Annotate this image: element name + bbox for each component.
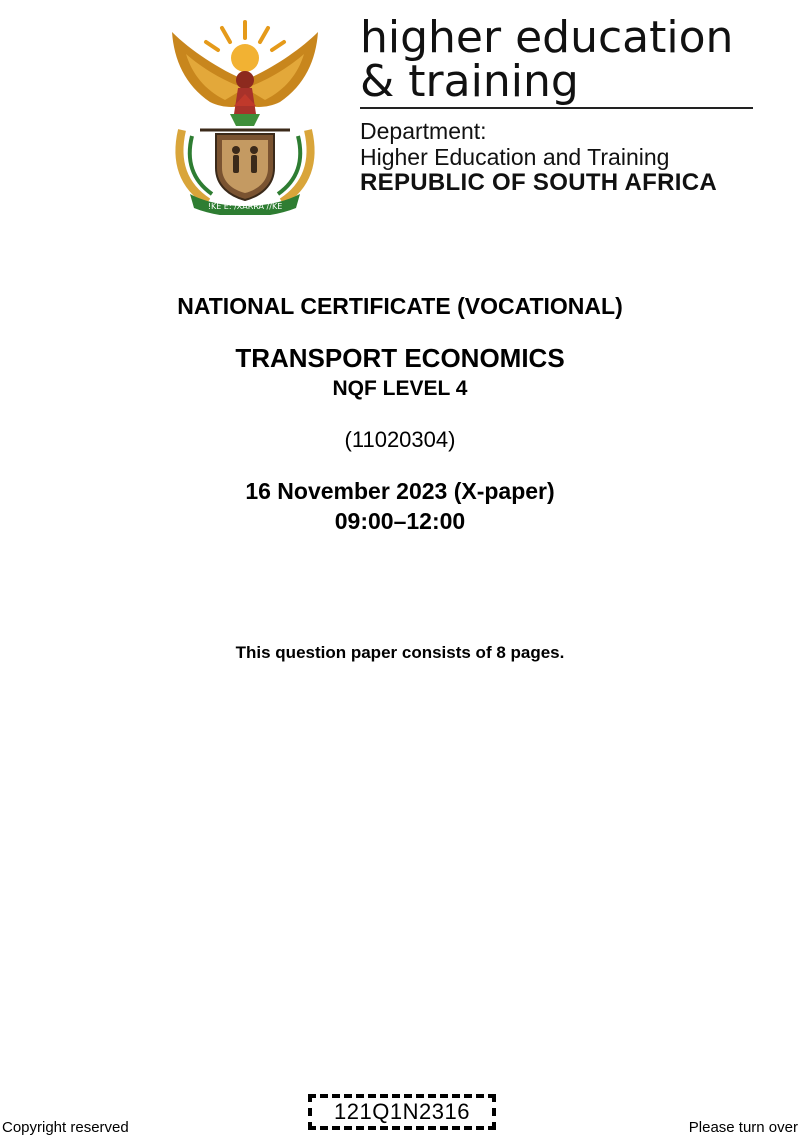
paper-id-box [308, 1094, 496, 1130]
department-label: Department: [360, 118, 487, 144]
certificate-title: NATIONAL CERTIFICATE (VOCATIONAL) [177, 293, 623, 319]
page-count-note: This question paper consists of 8 pages. [235, 643, 565, 662]
subject-title: TRANSPORT ECONOMICS [235, 343, 565, 373]
motto-text: !KE E: /XARRA //KE [207, 202, 283, 211]
coat-of-arms-icon [160, 10, 330, 215]
department-name: Higher Education and Training [360, 144, 670, 170]
brand-line-2: & training [360, 56, 579, 107]
country-name: REPUBLIC OF SOUTH AFRICA [360, 169, 717, 196]
page-header [160, 10, 760, 220]
brand-line-1: higher education [360, 12, 734, 63]
sun-icon [206, 22, 284, 72]
paper-id: 121Q1N2316 [334, 1099, 470, 1124]
nqf-level: NQF LEVEL 4 [332, 377, 468, 400]
exam-date: 16 November 2023 (X-paper) [245, 478, 555, 504]
department-block [360, 118, 760, 196]
brand-wordmark [360, 10, 760, 107]
exam-time: 09:00–12:00 [334, 508, 466, 534]
subject-code: (11020304) [344, 427, 456, 452]
brand-divider [360, 107, 753, 109]
copyright-notice: Copyright reserved [2, 1119, 129, 1136]
turn-over-notice: Please turn over [688, 1119, 798, 1136]
